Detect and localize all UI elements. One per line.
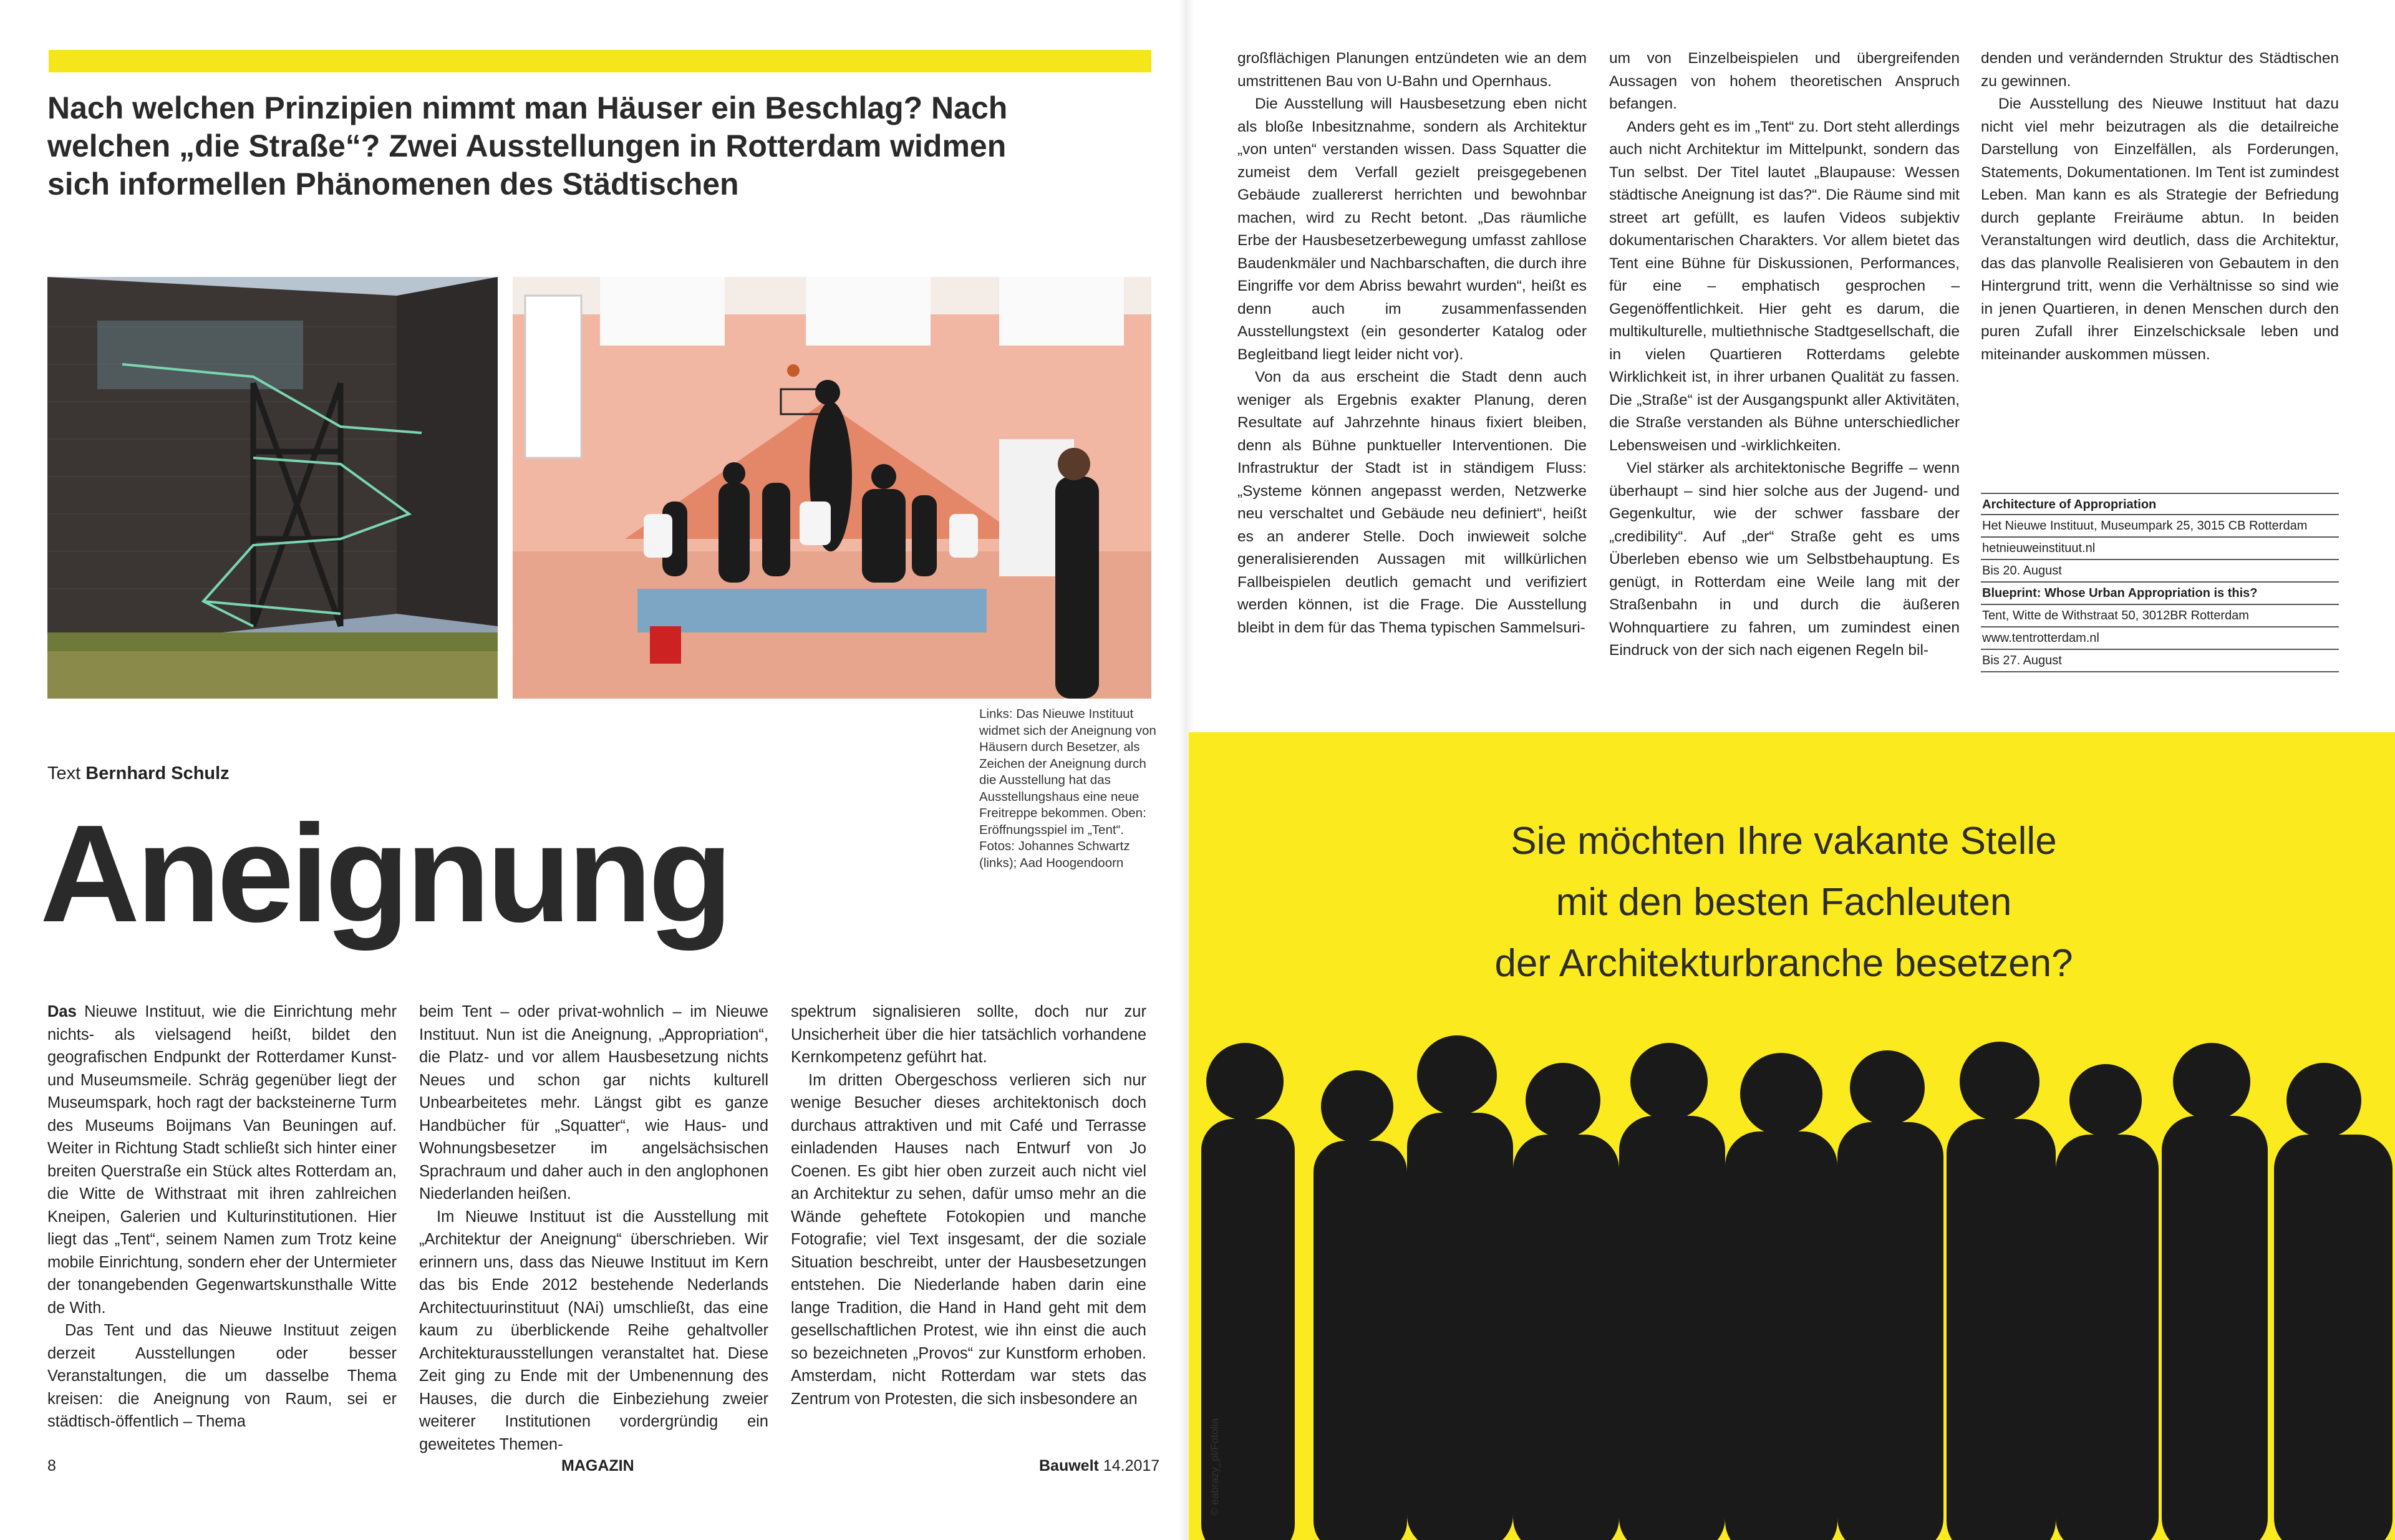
photo-basketball-hall [513, 277, 1151, 699]
ad-line: der Architekturbranche besetzen? [1494, 942, 2073, 985]
right-column-3 [1981, 47, 2339, 366]
right-column-2 [1609, 47, 1960, 662]
magazine-name: Bauwelt [1039, 1457, 1099, 1475]
left-column-1 [47, 1000, 397, 1433]
byline [47, 763, 230, 784]
ad-line: Sie möchten Ihre vakante Stelle [1511, 820, 2057, 863]
section-label: MAGAZIN [561, 1457, 634, 1475]
paragraph: Viel stärker als architektonische Begriffe – wenn überhaupt – sind hier solche aus der Jugend- und Gegenkultur, wie der schwer fassbare der „credibility“. Auf „der“ Straße geht es ums Überleben ebenso wie um Selbstbehauptung. Es genügt, in Rotterdam eine Weile lang mit der Straßenbahn in und durch die äußeren Wohnquartiere zu fahren, um zumindest einen Eindruck von der sich nach eigenen Regeln bil- [1609, 460, 1960, 659]
exhibition-dates: Bis 20. August [1981, 560, 2339, 583]
article-headline: Aneignung [40, 797, 730, 951]
paragraph: Im Nieuwe Instituut ist die Ausstellung mit „Architektur der Aneignung“ überschrieben. Wir erinnern uns, dass das Nieuwe Instituut im Kern das bis Ende 2012 bestehende Nederlands Architectuurinstituut (NAi) umschließt, das eine kaum zu überblickende Reihe gehaltvoller Architekturausstellungen veranstaltet hat. Diese Zeit ging zu Ende mit der Umbenennung des Hauses, die durch die Einbeziehung zweier weiterer Institutionen vordergründig ein geweitetes Themen- [419, 1208, 768, 1453]
exhibition-address: Tent, Witte de Withstraat 50, 3012BR Rotterdam [1981, 605, 2339, 627]
exhibition-address: Het Nieuwe Instituut, Museumpark 25, 3015 CB Rotterdam [1981, 515, 2339, 538]
subtitle-line: welchen „die Straße“? Zwei Ausstellungen in Rotterdam widmen [47, 128, 1007, 163]
ad-line: mit den besten Fachleuten [1556, 881, 2012, 924]
paragraph: spektrum signalisieren sollte, doch nur zur Unsicherheit über die hier tatsächlich vorhandene Kernkompetenz geführt hat. [791, 1003, 1146, 1066]
exhibition-info-box [1981, 493, 2339, 672]
paragraph [47, 1000, 397, 1319]
paragraph: großflächigen Planungen entzündeten wie an dem umstrittenen Bau von U-Bahn und Opernhaus. [1237, 50, 1587, 90]
exhibition-website[interactable]: hetnieuweinstituut.nl [1981, 538, 2339, 560]
basketball-scene-illustration [513, 277, 1151, 699]
paragraph: Im dritten Obergeschoss verlieren sich nur wenige Besucher dieses architektonisch doch durchaus attraktiven und mit Café und Terrasse einladenden Hauses nach Entwurf von Jo Coenen. Es gibt hier oben zurzeit auch nicht viel an Architektur zu sehen, dafür umso mehr an die Wände geheftete Fotokopien und manche Fotografie; viel Text insgesamt, der die soziale Situation beschreibt, unter der Hausbesetzungen entstehen. Die Niederlande haben darin eine lange Tradition, die Hand in Hand geht mit dem gesellschaftlichen Protest, wie ihn einst die auch so bezeichneten „Provos“ zur Kunstform erhoben. Amsterdam, nicht Rotterdam war stets das Zentrum von Protesten, die sich insbesondere an [791, 1071, 1146, 1408]
paragraph-text: Nieuwe Instituut, wie die Einrichtung mehr nichts- als vielsagend heißt, bildet den geografischen Endpunkt der Rotterdamer Kunst- und Museumsmeile. Schräg gegenüber liegt der Museumspark, hoch ragt der backsteinerne Turm des Museums Boijmans Van Beuningen auf. Weiter in Richtung Stadt schließt sich hinter einer breiten Querstraße ein Stück altes Rotterdam an, die Witte de Withstraat mit ihren zahlreichen Kneipen, Galerien und Kulturinstitutionen. Hier liegt das „Tent“, seinem Namen zum Trotz keine mobile Einrichtung, sondern eher der Untermieter der tonangebenden Gegenwartskunsthalle Witte de With. [47, 1003, 397, 1317]
left-column-3 [791, 1000, 1146, 1410]
staircase-illustration [47, 277, 498, 699]
page-number: 8 [47, 1457, 56, 1475]
subtitle-line: Nach welchen Prinzipien nimmt man Häuser ein Beschlag? Nach [47, 90, 1008, 125]
magazine-issue [1039, 1457, 1159, 1475]
ad-photo-credit: © eabrazy_pl/Fotolia [1209, 1418, 1221, 1516]
issue-number: 14.2017 [1103, 1457, 1160, 1475]
exhibition-dates: Bis 27. August [1981, 650, 2339, 672]
paragraph: Anders geht es im „Tent“ zu. Dort steht allerdings auch nicht Architektur im Mittelpunkt, sondern das Tun selbst. Der Titel lautet „Blaupause: Wessen städtische Aneignung ist das?“. Die Räume sind mit street art gefüllt, es laufen Videos subjektiv dokumentarischen Charakters. Vor allem bietet das Tent eine Bühne für Diskussionen, Performances, für eine – emphatisch gesprochen – Gegenöffentlichkeit. Hier geht es darum, die multikulturelle, multiethnische Stadtgesellschaft, die in vielen Quartieren Rotterdams gelebte Wirklichkeit ist, in ihrer urbanen Qualität zu fassen. Die „Straße“ ist der Ausgangspunkt aller Aktivitäten, die Straße verstanden als Bühne unterschiedlicher Lebensweisen und -wirklichkeiten. [1609, 118, 1960, 454]
paragraph: Die Ausstellung will Hausbesetzung eben nicht als bloße Inbesitznahme, sondern als Architektur „von unten“ verstanden wissen. Dass Squatter die zumeist dem Verfall gezielt preisgegebenen Gebäude zuallererst herrichten und bewohnbar machen, wird zu Recht betont. „Das räumliche Erbe der Hausbesetzerbewegung umfasst zahllose Baudenkmäler und Nachbarschaften, die durch ihre Eingriffe vor dem Abriss bewahrt wurden“, heißt es denn auch im zusammenfassenden Ausstellungstext (ein gesonderter Katalog oder Begleitband liegt leider nicht vor). [1237, 95, 1587, 363]
photo-caption: Links: Das Nieuwe Instituut widmet sich der Aneignung von Häusern durch Besetzer, als Zeichen der Aneignung durch die Ausstellung hat das Ausstellungshaus eine neue Freitreppe bekommen. Oben: Eröffnungsspiel im „Tent“. Fotos: Johannes Schwartz (links); Aad Hoogendoorn [979, 707, 1156, 870]
ad-headline [1341, 811, 2227, 994]
exhibition-website[interactable]: www.tentrotterdam.nl [1981, 627, 2339, 650]
paragraph: Das Tent und das Nieuwe Instituut zeigen derzeit Ausstellungen oder besser Veranstaltungen, die um dasselbe Thema kreisen: die Aneignung von Raum, sei er städtisch-öffentlich – Thema [47, 1322, 397, 1430]
lead-word: Das [47, 1003, 77, 1020]
byline-author: Bernhard Schulz [85, 763, 230, 783]
paragraph: Die Ausstellung des Nieuwe Instituut hat dazu nicht viel mehr beizutragen als die detailreiche Darstellung von Einzelfällen, als Forderungen, Statements, Dokumentationen. Im Tent ist zumindest Leben. Man kann es als Strategie der Befriedung durch geplante Freiräume abtun. In beiden Veranstaltungen wird deutlich, dass die Architektur, das das planvolle Realisieren von Gebautem in den Hintergrund tritt, wenn die Verhältnisse so sind wie in jenen Quartieren, in denen Menschen durch den puren Zufall ihrer Einzelschicksale leben und miteinander auskommen müssen. [1981, 95, 2339, 363]
right-column-1 [1237, 47, 1587, 639]
exhibition-title: Blueprint: Whose Urban Appropriation is this? [1981, 583, 2339, 605]
exhibition-title: Architecture of Appropriation [1981, 493, 2339, 515]
paragraph: Von da aus erscheint die Stadt denn auch weniger als Ergebnis exakter Planung, deren Resultate auf Jahrzehnte hinaus fixiert bleiben, denn als Bühne punktueller Interventionen. Die Infrastruktur der Stadt ist in ständigem Fluss: „Systeme können angepasst werden, Netzwerke neu verschaltet und Gebäude neu definiert“, heißt es an anderer Stelle. Doch inwieweit solche generalisierenden Aussagen mit willkürlichen Fallbeispielen deutlich gemacht und verifiziert werden können, ist die Frage. Die Ausstellung bleibt in dem für das Thema typischen Sammelsuri- [1237, 369, 1587, 636]
subtitle-line: sich informellen Phänomenen des Städtischen [47, 167, 739, 201]
paragraph: um von Einzelbeispielen und übergreifenden Aussagen von hohem theoretischen Anspruch befangen. [1609, 50, 1960, 112]
paragraph: beim Tent – oder privat-wohnlich – im Nieuwe Instituut. Nun ist die Aneignung, „Appropriation“, die Platz- und vor allem Hausbesetzung nichts Neues und schon gar nichts kulturell Unbearbeitetes mehr. Längst gibt es ganze Handbücher für „Squatter“, wie Haus- und Wohnungsbesetzer im angelsächsischen Sprachraum und daher auch in den anglophonen Niederlanden heißen. [419, 1003, 768, 1203]
paragraph: denden und verändernden Struktur des Städtischen zu gewinnen. [1981, 50, 2339, 90]
byline-prefix: Text [47, 763, 81, 783]
article-subtitle [47, 89, 1164, 203]
left-column-2 [419, 1000, 768, 1456]
photo-staircase [47, 277, 498, 699]
accent-bar [49, 50, 1151, 72]
